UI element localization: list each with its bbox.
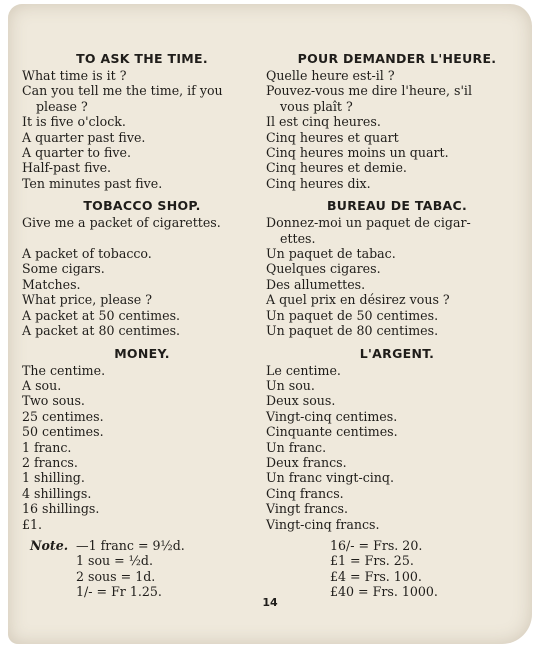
phrase-line: A packet at 80 centimes.: [22, 323, 181, 339]
phrase-line: A packet at 50 centimes.: [22, 307, 181, 323]
conversion-row: £40 = Frs. 1000.: [330, 584, 438, 600]
section-bureau-tabac: [266, 197, 528, 338]
french-column: [266, 50, 528, 600]
phrase-line: Matches.: [22, 276, 81, 292]
section-heading: TOBACCO SHOP.: [83, 198, 201, 214]
phrase-line: [22, 231, 262, 246]
phrase-line: Un paquet de 80 centimes.: [266, 323, 439, 339]
note-row: 1/- = Fr 1.25.: [76, 584, 162, 600]
phrase-line: £1.: [22, 516, 43, 532]
phrase-line: ettes.: [280, 230, 316, 246]
section-tobacco-shop: [22, 197, 262, 338]
section-ask-time: [22, 50, 262, 191]
phrase-line: It is five o'clock.: [22, 114, 126, 130]
phrase-line: Cinq francs.: [266, 485, 344, 501]
note-row: 1 sou = ½d.: [76, 553, 154, 569]
phrase-line: 2 francs.: [22, 454, 78, 470]
phrase-line: Un paquet de tabac.: [266, 246, 396, 262]
phrase-line: 1 franc.: [22, 439, 72, 455]
phrase-line: Il est cinq heures.: [266, 114, 381, 130]
section-argent: [266, 345, 528, 532]
english-column: [22, 50, 262, 600]
conversion-row: £1 = Frs. 25.: [330, 553, 414, 569]
phrase-line: Un franc.: [266, 439, 327, 455]
section-money: [22, 345, 262, 532]
phrase-line: Ten minutes past five.: [22, 175, 163, 191]
phrase-line: 1 shilling.: [22, 470, 85, 486]
section-heading: BUREAU DE TABAC.: [326, 198, 468, 214]
section-heading: TO ASK THE TIME.: [76, 51, 208, 66]
note-row: —1 franc = 9½d.: [76, 537, 185, 553]
phrase-line: 4 shillings.: [22, 485, 92, 501]
phrase-line: Give me a packet of cigarettes.: [22, 215, 221, 231]
conversion-row: £4 = Frs. 100.: [330, 568, 422, 584]
phrase-line: Half-past five.: [22, 160, 112, 176]
phrase-line: Cinq heures et quart: [266, 129, 399, 145]
phrase-line: 50 centimes.: [22, 424, 104, 440]
phrase-line: Cinq heures moins un quart.: [266, 145, 449, 161]
phrase-line: Un paquet de 50 centimes.: [266, 307, 439, 323]
phrase-line: Vingt-cinq centimes.: [266, 408, 398, 424]
phrase-line: Un franc vingt-cinq.: [266, 470, 394, 486]
phrase-line: Un sou.: [266, 377, 315, 393]
phrase-line: A quel prix en désirez vous ?: [266, 292, 450, 308]
section-demander-heure: [266, 50, 528, 191]
phrase-line: Some cigars.: [22, 261, 105, 277]
phrase-line: vous plaît ?: [280, 98, 353, 114]
phrase-line: A sou.: [22, 377, 62, 393]
phrase-line: Quelle heure est-il ?: [266, 68, 395, 83]
phrase-line: Pouvez-vous me dire l'heure, s'il: [266, 83, 472, 99]
phrase-line: The centime.: [22, 362, 106, 378]
conversion-row: 16/- = Frs. 20.: [330, 537, 423, 553]
phrase-line: What time is it ?: [22, 68, 127, 83]
phrase-line: A quarter to five.: [22, 145, 131, 161]
conversion-list: [266, 538, 528, 600]
phrase-line: Vingt-cinq francs.: [266, 516, 380, 532]
phrase-line: A quarter past five.: [22, 129, 146, 145]
phrase-line: 25 centimes.: [22, 408, 104, 424]
note-row: 2 sous = 1d.: [76, 568, 156, 584]
currency-note: [22, 538, 262, 600]
phrase-line: Two sous.: [22, 393, 85, 409]
phrase-line: Donnez-moi un paquet de cigar-: [266, 215, 471, 231]
phrase-line: Vingt francs.: [266, 501, 348, 517]
phrase-line: Deux sous.: [266, 393, 336, 409]
section-heading: MONEY.: [114, 345, 170, 361]
section-heading: L'ARGENT.: [359, 345, 435, 361]
phrase-line: A packet of tobacco.: [22, 246, 152, 262]
phrase-line: Cinq heures dix.: [266, 175, 371, 191]
section-heading: POUR DEMANDER L'HEURE.: [297, 51, 497, 66]
phrase-line: please ?: [36, 98, 88, 114]
note-label: Note.: [30, 537, 69, 553]
phrase-line: Quelques cigares.: [266, 261, 381, 277]
phrase-line: Deux francs.: [266, 454, 347, 470]
page-number: 14: [262, 596, 278, 609]
phrase-line: Can you tell me the time, if you: [22, 83, 223, 99]
phrase-line: Cinq heures et demie.: [266, 160, 407, 176]
phrase-line: What price, please ?: [22, 292, 152, 308]
phrase-line: Des allumettes.: [266, 276, 366, 292]
phrase-line: Le centime.: [266, 362, 341, 378]
phrase-line: Cinquante centimes.: [266, 424, 398, 440]
phrase-line: 16 shillings.: [22, 501, 100, 517]
